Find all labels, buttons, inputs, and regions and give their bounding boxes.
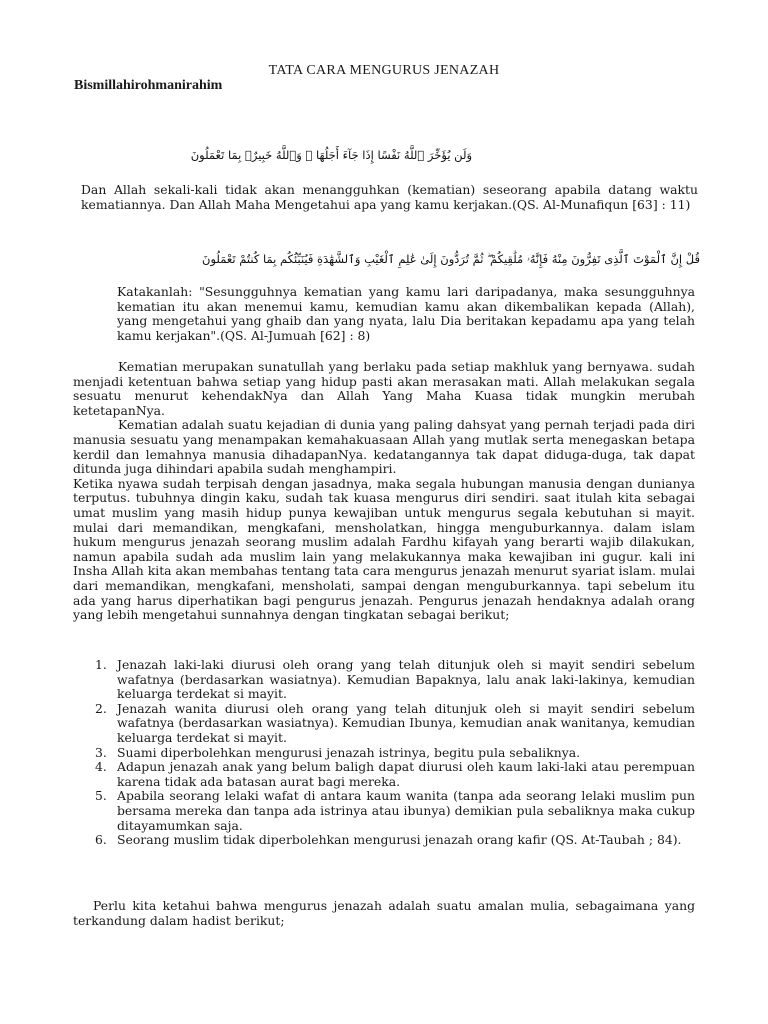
list-text: Adapun jenazah anak yang belum baligh dapat diurusi oleh kaum laki-laki atau perempuan karena tidak ada batasan aurat bagi mereka. bbox=[117, 759, 695, 789]
list-item bbox=[73, 658, 695, 702]
list-text: Suami diperbolehkan mengurusi jenazah istrinya, begitu pula sebaliknya. bbox=[117, 744, 581, 760]
caretaker-order-list bbox=[73, 658, 695, 848]
list-item bbox=[73, 702, 695, 746]
paragraph-nyawa: Ketika nyawa sudah terpisah dengan jasadnya, maka segala hubungan manusia dengan dunianya terputus. tubuhnya dingin kaku, sudah tak kuasa mengurus diri sendiri. saat itulah kita sebagai umat muslim yang masih hidup punya kewajiban untuk mengurus segala kebutuhan si mayit. mulai dari memandikan, mengkafani, mensholatkan, hingga menguburkannya. dalam islam hukum mengurus jenazah seorang muslim adalah Fardhu kifayah yang berarti wajib dilakukan, namun apabila sudah ada muslim lain yang melakukannya maka kewajiban ini gugur. kali ini Insha Allah kita akan membahas tentang tata cara mengurus jenazah menurut syariat islam. mulai dari memandikan, mengkafani, mensholati, sampai dengan menguburkannya. tapi sebelum itu ada yang harus diperhatikan bagi pengurus jenazah. Pengurus jenazah hendaknya adalah orang yang lebih mengetahui sunnahnya dengan tingkatan sebagai berikut; bbox=[73, 475, 695, 623]
arabic-verse-munafiqun: وَلَن يُؤَخِّرَ ٱللَّهُ نَفْسًا إِذَا جَآءَ أَجَلُهَا ۚ وَٱللَّهُ خَبِيرٌۢ بِمَا تَعْمَلُونَ bbox=[190, 148, 472, 162]
list-number: 3. bbox=[95, 744, 107, 760]
arabic-verse-jumuah: قُلْ إِنَّ ٱلْمَوْتَ ٱلَّذِى تَفِرُّونَ مِنْهُ فَإِنَّهُۥ مُلَٰقِيكُمْ ۖ ثُمَّ تُرَدُّونَ إِلَىٰ عَٰلِمِ ٱلْغَيْبِ وَٱلشَّهَٰدَةِ فَيُنَبِّئُكُم بِمَا كُنتُمْ تَعْمَلُونَ bbox=[202, 252, 700, 266]
closing-paragraph: Perlu kita ketahui bahwa mengurus jenazah adalah suatu amalan mulia, sebagaimana yang terkandung dalam hadist berikut; bbox=[73, 898, 695, 928]
list-number: 2. bbox=[95, 700, 107, 716]
translation-jumuah: Katakanlah: "Sesungguhnya kematian yang kamu lari daripadanya, maka sesungguhnya kematian itu akan menemui kamu, kemudian kamu akan dikembalikan kepada (Allah), yang mengetahui yang ghaib dan yang nyata, lalu Dia beritakan kepadamu apa yang telah kamu kerjakan".(QS. Al-Jumuah [62] : 8) bbox=[117, 284, 695, 343]
basmalah-heading: Bismillahirohmanirahim bbox=[74, 78, 223, 93]
list-text: Jenazah laki-laki diurusi oleh orang yang telah ditunjuk oleh si mayit sendiri sebelum wafatnya (berdasarkan wasiatnya). Kemudian Bapaknya, lalu anak laki-lakinya, kemudian keluarga terdekat si mayit. bbox=[117, 657, 695, 702]
list-item bbox=[73, 789, 695, 833]
list-text: Jenazah wanita diurusi oleh orang yang telah ditunjuk oleh si mayit sendiri sebelum wafatnya (berdasarkan wasiatnya). Kemudian Ibunya, kemudian anak wanitanya, kemudian keluarga terdekat si mayit. bbox=[117, 700, 695, 745]
translation-munafiqun: Dan Allah sekali-kali tidak akan menangguhkan (kematian) seseorang apabila datang waktu kematiannya. Dan Allah Maha Mengetahui apa yang kamu kerjakan.(QS. Al-Munafiqun [63] : 11) bbox=[81, 182, 698, 212]
list-number: 4. bbox=[95, 759, 107, 775]
list-number: 6. bbox=[95, 832, 107, 848]
page-title: TATA CARA MENGURUS JENAZAH bbox=[268, 63, 500, 78]
paragraph-kematian: Kematian merupakan sunatullah yang berlaku pada setiap makhluk yang bernyawa. sudah menjadi ketentuan bahwa setiap yang hidup pasti akan merasakan mati. Allah melakukan segala sesuatu menurut kehendakNya dan Allah Yang Maha Kuasa tidak mungkin merubah ketetapanNya. bbox=[73, 359, 695, 418]
list-item bbox=[73, 760, 695, 789]
paragraph-kejadian: Kematian adalah suatu kejadian di dunia yang paling dahsyat yang pernah terjadi pada diri manusia sesuatu yang menampakan kemahakuasaan Allah yang mutlak serta menegaskan betapa kerdil dan lemahnya manusia dihadapanNya. kedatangannya tak dapat diduga-duga, tak dapat ditunda juga dihindari apabila sudah menghampiri. bbox=[73, 417, 695, 477]
list-item bbox=[73, 746, 695, 761]
list-text: Seorang muslim tidak diperbolehkan mengurusi jenazah orang kafir (QS. At-Taubah ; 84). bbox=[117, 832, 682, 848]
list-item bbox=[73, 833, 695, 848]
list-text: Apabila seorang lelaki wafat di antara kaum wanita (tanpa ada seorang lelaki muslim pun bersama mereka dan tanpa ada istrinya atau ibunya) demikian pula sebaliknya maka cukup ditayamumkan saja. bbox=[117, 788, 695, 833]
body-text bbox=[73, 360, 695, 623]
list-number: 5. bbox=[95, 788, 107, 804]
list-number: 1. bbox=[95, 657, 107, 672]
